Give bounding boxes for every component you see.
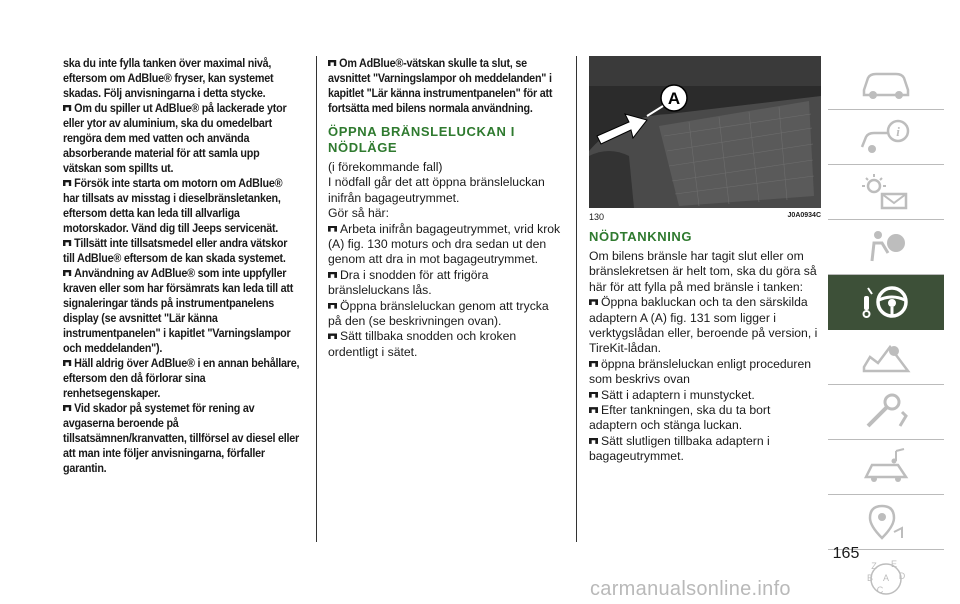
bullet-icon (63, 180, 71, 187)
paragraph: ska du inte fylla tanken över maximal nivå, eftersom om AdBlue® fryser, kan systemet skadas. Följ anvisningarna i detta stycke. (63, 57, 274, 100)
column-divider (316, 56, 317, 542)
chapter-tab-car-info[interactable] (828, 110, 944, 165)
list-item: Vid skador på systemet för rening av avgaserna beroende på tillsatsämnen/kranvatten, tillförsel av diesel eller att man inte följer anvisningarna, förfaller garantin. (63, 402, 300, 475)
chapter-tab-lights-messages[interactable] (828, 165, 944, 220)
section-heading: NÖDTANKNING (589, 229, 693, 244)
column-middle (328, 56, 564, 360)
figure-130-photo (589, 56, 821, 208)
list-item: Sätt i adaptern i munstycket. (589, 388, 821, 403)
svg-text:D: D (898, 571, 906, 581)
list-item: Arbeta inifrån bagageutrymmet, vrid krok (A) fig. 130 moturs och dra sedan ut den genom att dra in mot bagageutrymmet. (328, 221, 561, 267)
bullet-icon (63, 270, 71, 277)
bullet-icon (328, 303, 337, 310)
bullet-icon (589, 438, 598, 445)
list-item: Sätt slutligen tillbaka adaptern i bagageutrymmet. (589, 433, 770, 464)
svg-text:Z: Z (871, 561, 877, 571)
paragraph: Om bilens bränsle har tagit slut eller om bränslekretsen är helt tom, ska du göra så här för att fylla på med bränsle i tanken: (589, 249, 817, 294)
bullet-icon (328, 272, 337, 279)
chapter-tab-safety[interactable] (828, 220, 944, 275)
bullet-icon (589, 392, 598, 399)
paragraph: I nödfall går det att öppna bränsleluckan inifrån bagageutrymmet. (328, 175, 545, 205)
svg-text:i: i (896, 124, 900, 139)
chapter-sidebar (828, 55, 944, 604)
list-item: Om AdBlue®-vätskan skulle ta slut, se avsnittet "Varningslampor oh meddelanden" i kapitlet "Lär känna instrumentpanelen" för att fortsätta med bilens normala användning. (328, 57, 553, 115)
column-divider (576, 56, 577, 542)
watermark: carmanualsonline.info (590, 578, 791, 600)
svg-text:A: A (882, 573, 890, 583)
index-icon (858, 557, 914, 597)
section-heading: ÖPPNA BRÄNSLELUCKAN I NÖDLÄGE (328, 124, 515, 155)
bullet-icon (589, 361, 598, 368)
car-icon (858, 62, 914, 102)
column-right (589, 229, 821, 465)
multimedia-icon (858, 447, 914, 487)
chapter-tab-specifications[interactable] (828, 440, 944, 495)
paragraph: (i förekommande fall) (328, 160, 443, 174)
list-item: Sätt tillbaka snodden och kroken ordentligt i sätet. (328, 329, 517, 359)
list-item: öppna bränsleluckan enligt proceduren som beskrivs ovan (589, 356, 812, 387)
svg-text:C: C (876, 585, 884, 595)
dashboard-lights-icon (858, 172, 914, 212)
list-item: Försök inte starta om motorn om AdBlue® har tillsats av misstag i dieselbränsletanken, eftersom detta kan leda till allvarliga motorskador. Vänd dig till Jeeps servicenät. (63, 177, 283, 235)
page-number: 165 (832, 545, 860, 562)
list-item: Dra i snodden för att frigöra bränsleluckans lås. (328, 267, 489, 298)
svg-text:B: B (866, 573, 874, 583)
chapter-tab-starting-driving[interactable] (828, 275, 944, 330)
list-item: Öppna bakluckan och ta den särskilda adaptern A (A) fig. 131 som ligger i verktygslådan eller, beroende på version, i TireKit-lådan. (589, 295, 818, 356)
column-left (63, 56, 301, 476)
bullet-icon (589, 407, 598, 414)
bullet-icon (63, 405, 71, 412)
steering-wheel-key-icon (858, 282, 914, 322)
airbag-icon (858, 227, 914, 267)
bullet-icon (63, 360, 71, 367)
service-icon (858, 392, 914, 432)
warning-note (328, 56, 564, 116)
bullet-icon (328, 60, 336, 67)
list-item: Efter tankningen, ska du ta bort adaptern och stänga luckan. (589, 403, 771, 433)
chapter-tab-car[interactable] (828, 55, 944, 110)
list-item: Om du spiller ut AdBlue® på lackerade ytor eller ytor av aluminium, ska du omedelbart rengöra dem med vatten och använda absorberande material för att samla upp vätskan som spillts ut. (63, 102, 287, 175)
bullet-icon (63, 105, 71, 112)
bullet-icon (589, 299, 598, 306)
trunk-photo (589, 56, 821, 208)
paragraph: Gör så här: (328, 206, 389, 221)
bullet-icon (328, 226, 337, 233)
navigation-icon (858, 502, 914, 542)
list-item: Öppna bränsleluckan genom att trycka på den (se beskrivningen ovan). (328, 298, 549, 329)
list-item: Användning av AdBlue® som inte uppfyller kraven eller som har försämrats kan leda till att signaleringar tänds på instrumentpanelens display (se avsnittet "Lär känna instrumentpanelen" i kapitlet "Varningslampor och meddelanden"). (63, 267, 294, 355)
callout-label-a: A (667, 89, 681, 108)
chapter-tab-emergency[interactable] (828, 330, 944, 385)
bullet-icon (328, 333, 337, 340)
svg-text:E: E (890, 559, 898, 569)
chapter-tab-navigation[interactable] (828, 495, 944, 550)
chapter-tab-service[interactable] (828, 385, 944, 440)
list-item: Häll aldrig över AdBlue® i en annan behållare, eftersom den då förlorar sina renhetsegenskaper. (63, 357, 300, 400)
bullet-icon (63, 240, 71, 247)
car-info-icon (858, 117, 914, 157)
emergency-icon (858, 337, 914, 377)
figure-number: 130 (589, 212, 605, 222)
figure-code: J0A0934C (787, 212, 821, 219)
list-item: Tillsätt inte tillsatsmedel eller andra vätskor till AdBlue® eftersom de kan skada systemet. (63, 237, 288, 265)
